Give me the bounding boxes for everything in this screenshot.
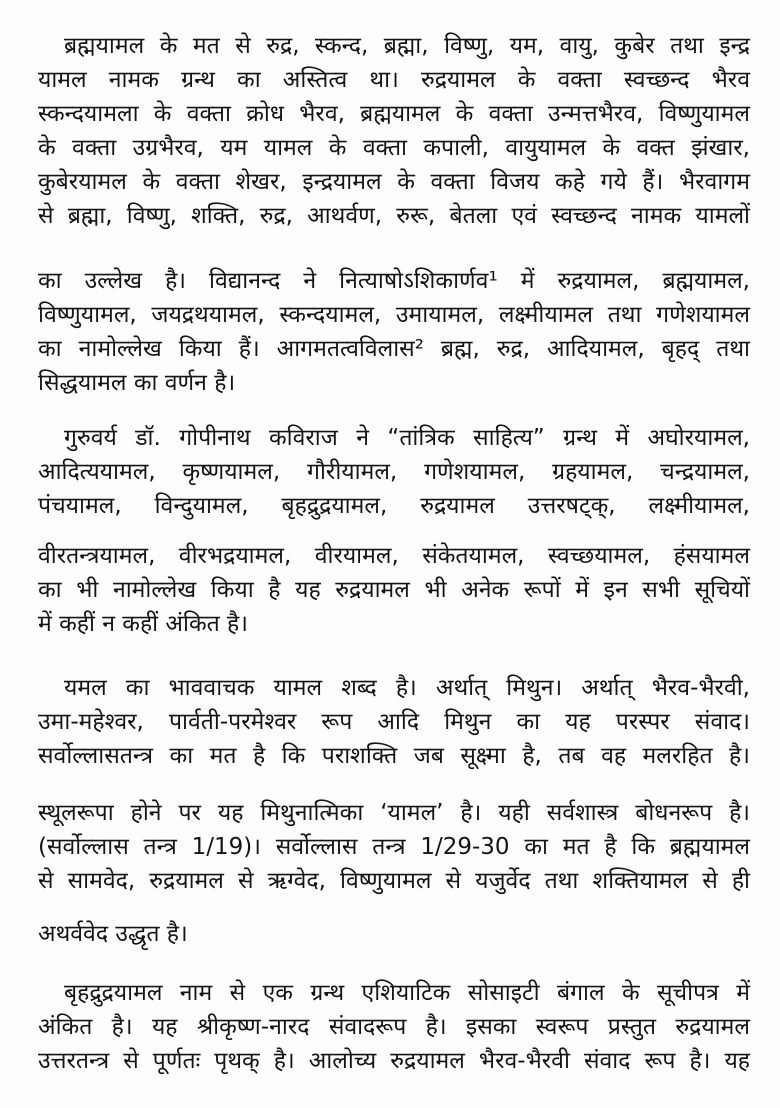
text-line: में कहीं न कहीं अंकित है। [38, 611, 248, 637]
text-line: गुरुवर्य डॉ. गोपीनाथ कविराज ने “तांत्रिक साहित्य” ग्रन्थ में अघोरयामल, [64, 425, 750, 451]
text-line: अथर्ववेद उद्धृत है। [38, 921, 188, 947]
text-line: उत्तरतन्त्र से पूर्णतः पृथक् है। आलोच्य रुद्रयामल भैरव-भैरवी संवाद रूप है। यह [38, 1048, 750, 1074]
text-line: बृहद्रुद्रयामल नाम से एक ग्रन्थ एशियाटिक सोसाइटी बंगाल के सूचीपत्र में [64, 980, 750, 1006]
text-line: यमल का भाववाचक यामल शब्द है। अर्थात् मिथुन। अर्थात् भैरव-भैरवी, [64, 675, 750, 701]
text-line: का भी नामोल्लेख किया है यह रुद्रयामल भी अनेक रूपों में इन सभी सूचियों [38, 577, 750, 603]
text-line: सिद्धयामल का वर्णन है। [38, 370, 236, 396]
text-line: उमा-महेश्वर, पार्वती-परमेश्वर रूप आदि मिथुन का यह परस्पर संवाद। [38, 709, 750, 735]
text-line: पंचयामल, विन्दुयामल, बृहद्रुद्रयामल, रुद्रयामल उत्तरषट्क्, लक्ष्मीयामल, [38, 493, 750, 519]
text-line: स्कन्दयामला के वक्ता क्रोध भैरव, ब्रह्मयामल के वक्ता उन्मत्तभैरव, विष्णुयामल [38, 101, 750, 127]
text-line: वीरतन्त्रयामल, वीरभद्रयामल, वीरयामल, संकेतयामल, स्वच्छयामल, हंसयामल [38, 543, 750, 569]
text-line: आदित्ययामल, कृष्णयामल, गौरीयामल, गणेशयामल, ग्रहयामल, चन्द्रयामल, [38, 459, 750, 485]
text-line: यामल नामक ग्रन्थ का अस्तित्व था। रुद्रयामल के वक्ता स्वच्छन्द भैरव [38, 67, 750, 93]
text-line: विष्णुयामल, जयद्रथयामल, स्कन्दयामल, उमायामल, लक्ष्मीयामल तथा गणेशयामल [38, 302, 750, 328]
text-line: अंकित है। यह श्रीकृष्ण-नारद संवादरूप है। इसका स्वरूप प्रस्तुत रुद्रयामल [38, 1014, 750, 1040]
text-line: से ब्रह्मा, विष्णु, शक्ति, रुद्र, आथर्वण, रुरू, बेतला एवं स्वच्छन्द नामक यामलों [38, 203, 750, 229]
text-line: सर्वोल्लासतन्त्र का मत है कि पराशक्ति जब सूक्ष्मा है, तब वह मलरहित है। [38, 743, 750, 769]
text-line: कुबेरयामल के वक्ता शेखर, इन्द्रयामल के वक्ता विजय कहे गये हैं। भैरवागम [38, 169, 750, 195]
text-line: स्थूलरूपा होने पर यह मिथुनात्मिका ‘यामल’ है। यही सर्वशास्त्र बोधनरूप है। [38, 800, 750, 826]
text-line: के वक्ता उग्रभैरव, यम यामल के वक्ता कपाली, वायुयामल के वक्त झंखार, [38, 135, 750, 161]
text-line: का नामोल्लेख किया हैं। आगमतत्वविलास² ब्रह्म, रुद्र, आदियामल, बृहद् तथा [38, 336, 750, 362]
text-line: ब्रह्मयामल के मत से रुद्र, स्कन्द, ब्रह्मा, विष्णु, यम, वायु, कुबेर तथा इन्द्र [64, 33, 750, 59]
text-line: का उल्लेख है। विद्यानन्द ने नित्याषोऽशिकार्णव¹ में रुद्रयामल, ब्रह्मयामल, [38, 268, 750, 294]
text-line: से सामवेद, रुद्रयामल से ऋग्वेद, विष्णुयामल से यजुर्वेद तथा शक्तियामल से ही [38, 868, 750, 894]
text-line: (सर्वोल्लास तन्त्र 1/19)। सर्वोल्लास तन्त्र 1/29-30 का मत है कि ब्रह्मयामल [38, 834, 750, 860]
